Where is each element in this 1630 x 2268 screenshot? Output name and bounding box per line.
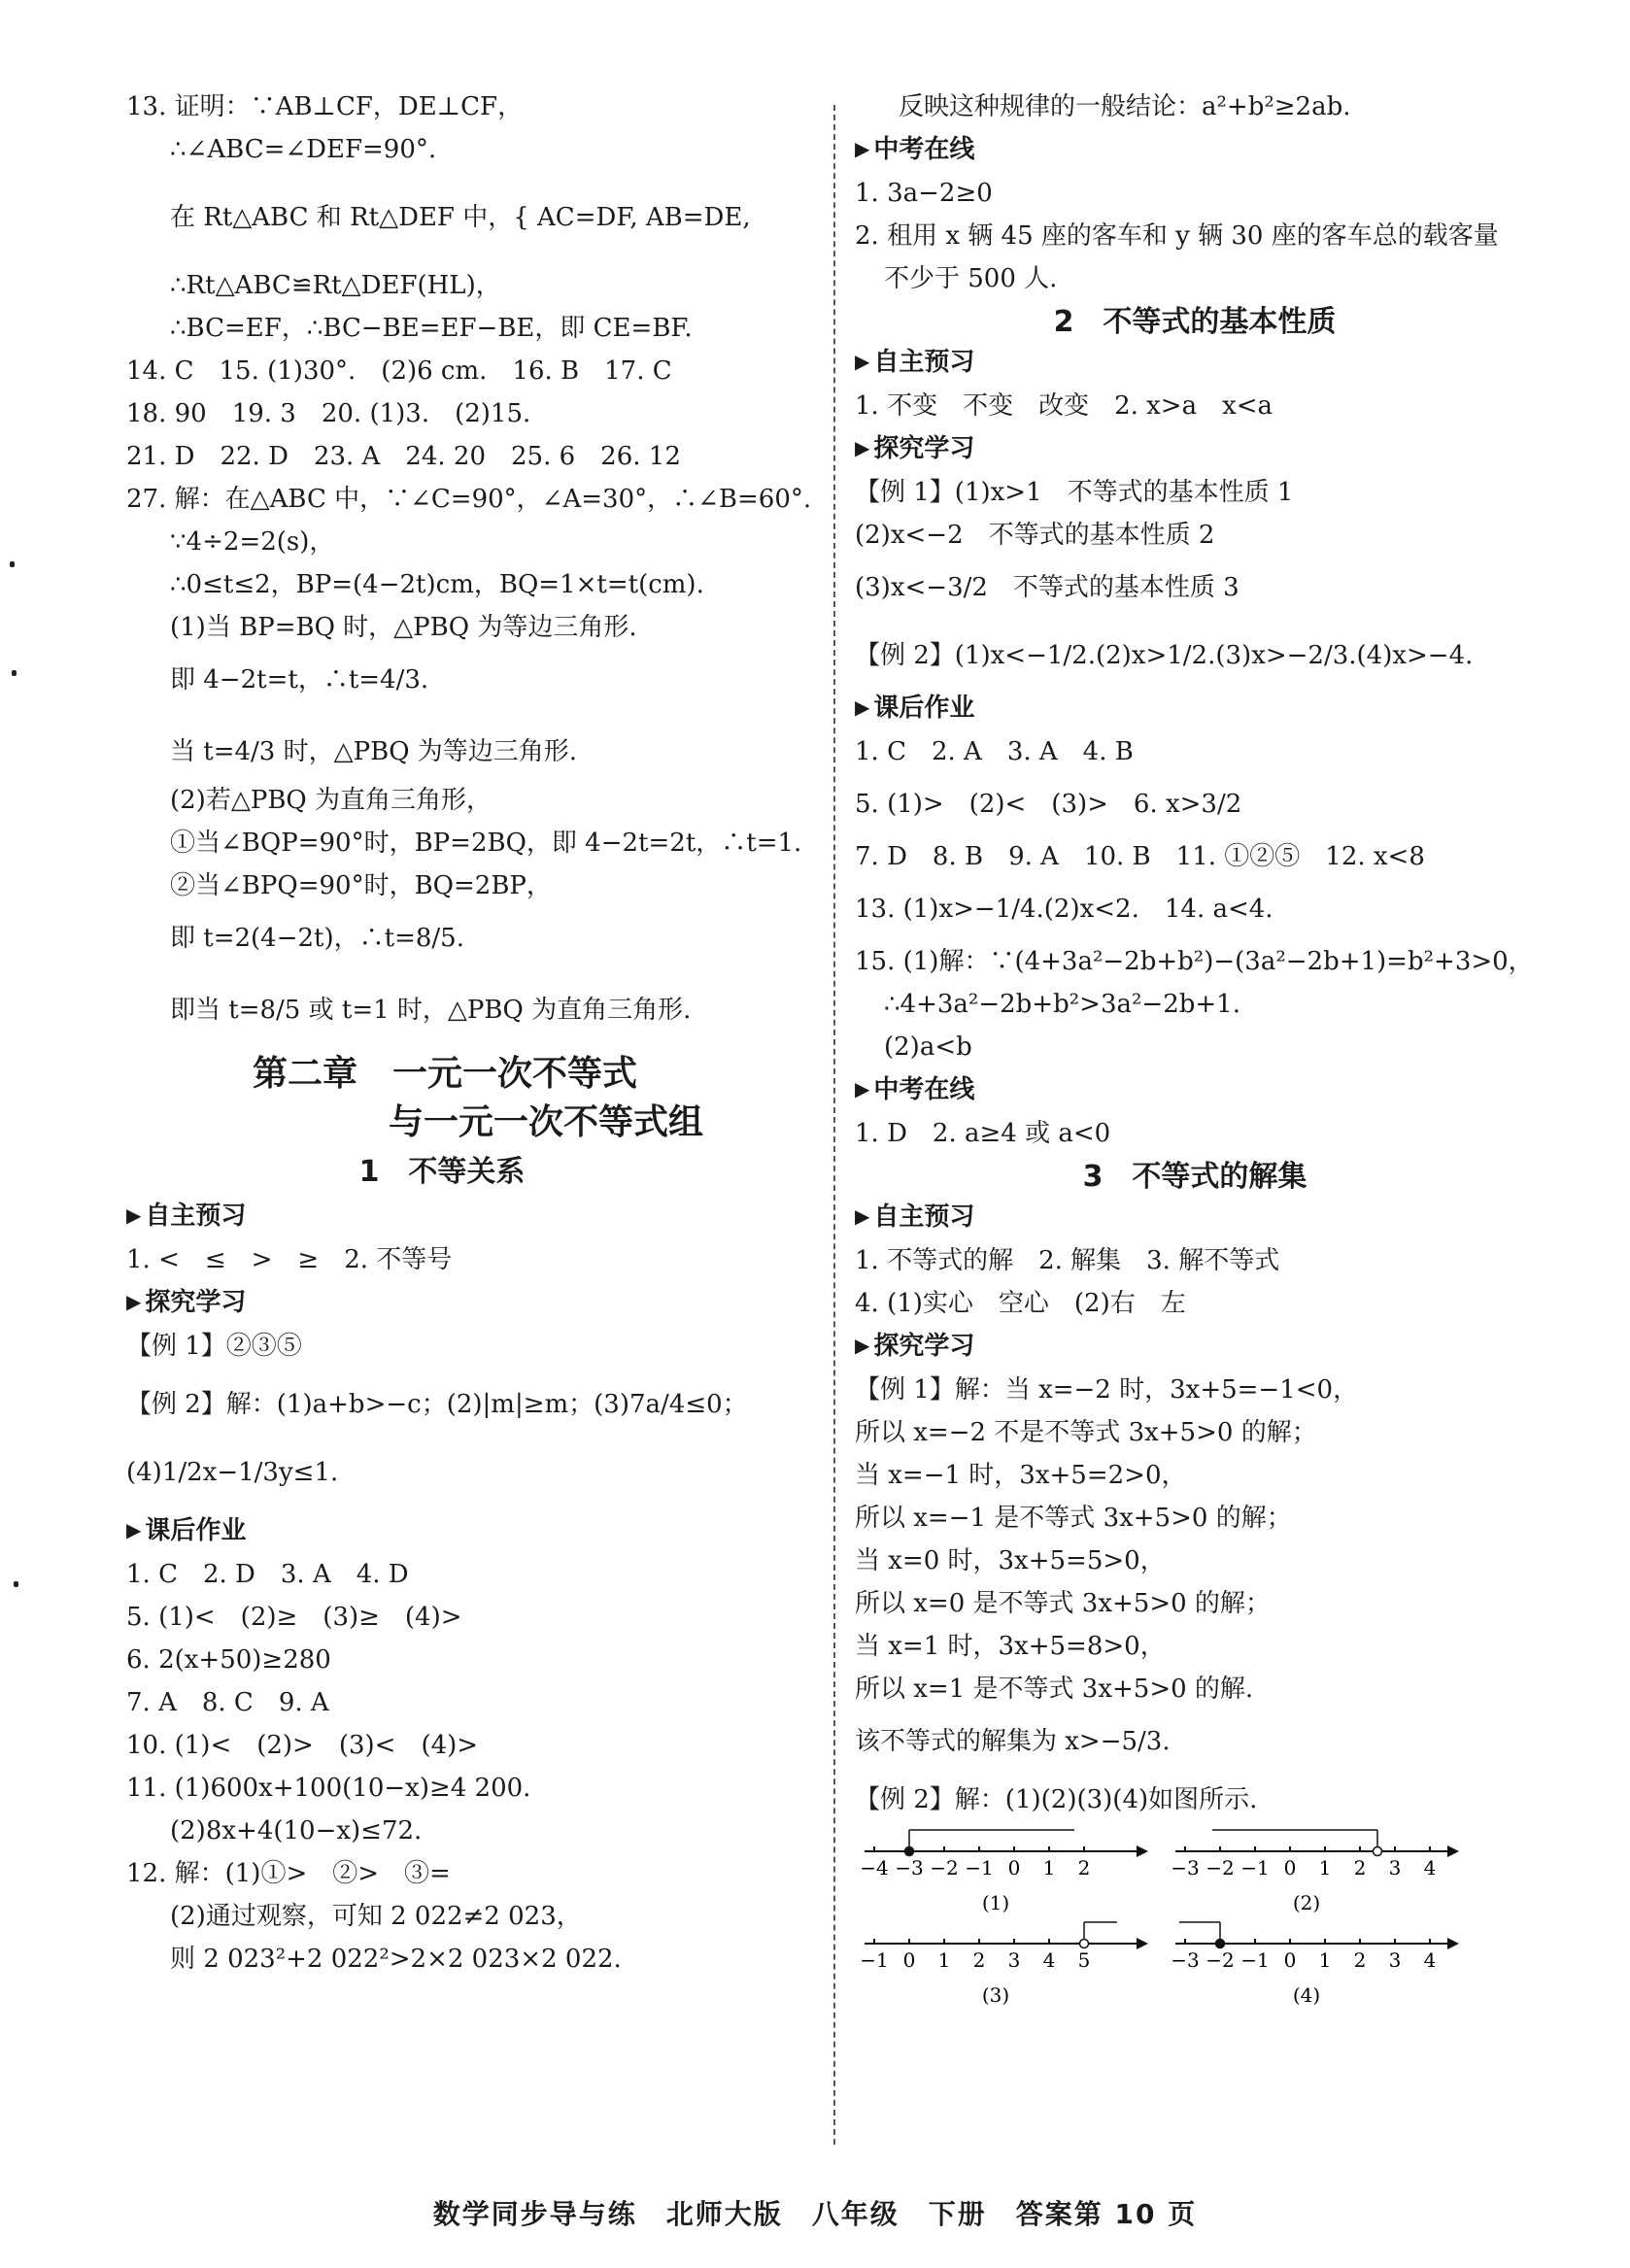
answer-line: (4)1/2x−1/3y≤1. bbox=[126, 1458, 339, 1487]
answer-line: 当 t=4/3 时，△PBQ 为等边三角形. bbox=[170, 737, 578, 766]
chapter-title-line-1: 第二章 一元一次不等式 bbox=[253, 1054, 638, 1094]
answer-line: 该不等式的解集为 x>−5/3. bbox=[855, 1727, 1171, 1756]
tick-label: 0 bbox=[1283, 1856, 1297, 1879]
tick-label: −2 bbox=[1206, 1856, 1235, 1879]
tick-label: −2 bbox=[1206, 1948, 1235, 1972]
answer-line: 2. 租用 x 辆 45 座的客车和 y 辆 30 座的客车总的载客量 bbox=[855, 221, 1499, 251]
axis-arrow-icon bbox=[1137, 1845, 1148, 1857]
answer-line: 不少于 500 人. bbox=[884, 264, 1058, 293]
figure-caption: (2) bbox=[1292, 1891, 1321, 1914]
answer-line: (2)x<−2 不等式的基本性质 2 bbox=[855, 521, 1215, 550]
answer-line: 在 Rt△ABC 和 Rt△DEF 中，{ AC=DF, AB=DE, bbox=[170, 203, 751, 232]
tick-label: 5 bbox=[1077, 1948, 1091, 1972]
answer-line: (2)a<b bbox=[884, 1032, 972, 1062]
tick-label: −1 bbox=[1240, 1856, 1270, 1879]
number-line-4 bbox=[1166, 1916, 1477, 2009]
tick-label: −1 bbox=[860, 1948, 889, 1972]
answer-line: 11. (1)600x+100(10−x)≥4 200. bbox=[126, 1774, 531, 1803]
answer-line: 当 x=−1 时，3x+5=2>0， bbox=[855, 1461, 1187, 1490]
tick-label: 3 bbox=[1388, 1948, 1402, 1972]
open-endpoint bbox=[1374, 1847, 1382, 1856]
answer-line: 5. (1)> (2)< (3)> 6. x>3/2 bbox=[855, 790, 1242, 819]
figure-caption: (3) bbox=[981, 1983, 1010, 2007]
answer-line: 14. C 15. (1)30°. (2)6 cm. 16. B 17. C bbox=[126, 356, 672, 386]
section-heading: ▶ 自主预习 bbox=[126, 1202, 826, 1232]
chapter-title-line-2: 与一元一次不等式组 bbox=[389, 1102, 704, 1142]
section-heading: ▶ 探究学习 bbox=[855, 434, 1535, 464]
open-endpoint bbox=[1080, 1940, 1089, 1948]
figure-caption: (4) bbox=[1292, 1983, 1321, 2007]
number-line-2 bbox=[1166, 1824, 1477, 1916]
closed-endpoint bbox=[905, 1847, 914, 1856]
answer-line: 【例 2】解：(1)(2)(3)(4)如图所示. bbox=[855, 1785, 1258, 1814]
tick-label: 0 bbox=[1007, 1856, 1021, 1879]
section-2-answers bbox=[855, 348, 1535, 1148]
section-heading: ▶ 自主预习 bbox=[855, 348, 1535, 378]
section-heading: ▶ 课后作业 bbox=[855, 694, 1535, 724]
tick-label: 2 bbox=[1353, 1948, 1367, 1972]
section-1-answers bbox=[126, 1202, 826, 1974]
section-heading: ▶ 自主预习 bbox=[855, 1202, 1535, 1233]
tick-label: 1 bbox=[1042, 1856, 1056, 1879]
answer-line: 5. (1)< (2)≥ (3)≥ (4)> bbox=[126, 1603, 462, 1632]
tick-label: −2 bbox=[930, 1856, 959, 1879]
answer-line: 【例 2】解：(1)a+b>−c；(2)|m|≥m；(3)7a/4≤0； bbox=[126, 1390, 748, 1419]
right-column bbox=[855, 92, 1535, 2007]
answer-line: 所以 x=1 是不等式 3x+5>0 的解. bbox=[855, 1675, 1254, 1704]
section-title-3: 3 不等式的解集 bbox=[1082, 1160, 1307, 1194]
tick-label: 0 bbox=[1283, 1948, 1297, 1972]
answer-line: 15. (1)解：∵(4+3a²−2b+b²)−(3a²−2b+1)=b²+3>0， bbox=[855, 947, 1534, 976]
section-heading: ▶ 中考在线 bbox=[855, 135, 1535, 165]
answer-line: 当 x=0 时，3x+5=5>0， bbox=[855, 1546, 1166, 1575]
section-title-2: 2 不等式的基本性质 bbox=[1053, 305, 1337, 339]
answer-line: 【例 1】(1)x>1 不等式的基本性质 1 bbox=[855, 478, 1294, 507]
tick-label: 4 bbox=[1423, 1948, 1437, 1972]
answer-line: 4. (1)实心 空心 (2)右 左 bbox=[855, 1289, 1186, 1318]
answer-line: ∴Rt△ABC≌Rt△DEF(HL)， bbox=[170, 271, 501, 300]
answer-line: 所以 x=0 是不等式 3x+5>0 的解； bbox=[855, 1589, 1271, 1618]
answer-line: ①当∠BQP=90°时，BP=2BQ，即 4−2t=2t，∴t=1. bbox=[170, 829, 802, 858]
answer-line: 6. 2(x+50)≥280 bbox=[126, 1645, 331, 1675]
answer-line: ∴0≤t≤2，BP=(4−2t)cm，BQ=1×t=t(cm). bbox=[170, 570, 704, 599]
axis-arrow-icon bbox=[1447, 1938, 1459, 1949]
tick-label: −4 bbox=[860, 1856, 889, 1879]
answer-line: 则 2 023²+2 022²>2×2 023×2 022. bbox=[170, 1945, 622, 1974]
answer-line: 1. D 2. a≥4 或 a<0 bbox=[855, 1119, 1111, 1148]
left-answer-block-13-27 bbox=[126, 92, 826, 1025]
answer-line: 13. (1)x>−1/4.(2)x<2. 14. a<4. bbox=[855, 895, 1273, 924]
figure-caption: (1) bbox=[981, 1891, 1010, 1914]
answer-line: 7. D 8. B 9. A 10. B 11. ①②⑤ 12. x<8 bbox=[855, 842, 1425, 871]
tick-label: 1 bbox=[937, 1948, 951, 1972]
scan-mark bbox=[10, 561, 15, 567]
answer-line: ∴4+3a²−2b+b²>3a²−2b+1. bbox=[884, 990, 1240, 1019]
tick-label: 4 bbox=[1423, 1856, 1437, 1879]
answer-line: (2)8x+4(10−x)≤72. bbox=[170, 1816, 423, 1845]
answer-line: ∴BC=EF，∴BC−BE=EF−BE，即 CE=BF. bbox=[170, 314, 693, 343]
answer-line: 【例 2】(1)x<−1/2.(2)x>1/2.(3)x>−2/3.(4)x>−4. bbox=[855, 641, 1474, 670]
section-title-1: 1 不等关系 bbox=[358, 1155, 526, 1189]
tick-label: 3 bbox=[1388, 1856, 1402, 1879]
answer-line: 27. 解：在△ABC 中，∵∠C=90°，∠A=30°，∴∠B=60°. bbox=[126, 485, 812, 514]
answer-line: 【例 1】②③⑤ bbox=[126, 1332, 302, 1361]
answer-line: 当 x=1 时，3x+5=8>0， bbox=[855, 1632, 1166, 1661]
answer-line: 1. < ≤ > ≥ 2. 不等号 bbox=[126, 1245, 453, 1274]
tick-label: −1 bbox=[1240, 1948, 1270, 1972]
answer-line: 7. A 8. C 9. A bbox=[126, 1688, 329, 1717]
answer-line: 所以 x=−1 是不等式 3x+5>0 的解； bbox=[855, 1504, 1292, 1533]
answer-line: 即 4−2t=t，∴t=4/3. bbox=[170, 665, 429, 694]
answer-line: (2)通过观察，可知 2 022≠2 023， bbox=[170, 1902, 582, 1931]
section-3-answers bbox=[855, 1202, 1535, 1814]
tick-label: 4 bbox=[1042, 1948, 1056, 1972]
right-answer-block-top bbox=[855, 92, 1535, 293]
answer-line: 1. 不等式的解 2. 解集 3. 解不等式 bbox=[855, 1246, 1280, 1275]
tick-label: 1 bbox=[1318, 1856, 1332, 1879]
number-line-figures bbox=[855, 1824, 1496, 2007]
section-heading: ▶ 探究学习 bbox=[855, 1332, 1535, 1362]
closed-endpoint bbox=[1216, 1940, 1225, 1948]
section-heading: ▶ 探究学习 bbox=[126, 1288, 826, 1318]
section-heading: ▶ 中考在线 bbox=[855, 1075, 1535, 1105]
tick-label: 3 bbox=[1007, 1948, 1021, 1972]
section-heading: ▶ 课后作业 bbox=[126, 1516, 826, 1546]
answer-line: ∵4÷2=2(s)， bbox=[170, 527, 335, 557]
answer-line: 13. 证明：∵AB⊥CF，DE⊥CF， bbox=[126, 92, 524, 121]
page-footer: 数学同步导与练 北师大版 八年级 下册 答案第 10 页 bbox=[432, 2198, 1198, 2230]
answer-line: 所以 x=−2 不是不等式 3x+5>0 的解； bbox=[855, 1418, 1317, 1447]
answer-line: 21. D 22. D 23. A 24. 20 25. 6 26. 12 bbox=[126, 442, 681, 471]
answer-line: 10. (1)< (2)> (3)< (4)> bbox=[126, 1731, 479, 1760]
answer-line: 12. 解：(1)①> ②> ③= bbox=[126, 1859, 451, 1888]
tick-label: −3 bbox=[895, 1856, 924, 1879]
tick-label: −3 bbox=[1171, 1856, 1200, 1879]
answer-line: ∴∠ABC=∠DEF=90°. bbox=[170, 135, 437, 164]
answer-line: (3)x<−3/2 不等式的基本性质 3 bbox=[855, 573, 1239, 602]
answer-line: 18. 90 19. 3 20. (1)3. (2)15. bbox=[126, 399, 531, 428]
answer-line: 即当 t=8/5 或 t=1 时，△PBQ 为直角三角形. bbox=[170, 996, 692, 1025]
tick-label: 0 bbox=[902, 1948, 916, 1972]
tick-label: −3 bbox=[1171, 1948, 1200, 1972]
tick-label: 2 bbox=[972, 1948, 986, 1972]
answer-line: (1)当 BP=BQ 时，△PBQ 为等边三角形. bbox=[170, 613, 637, 642]
scan-mark bbox=[14, 1581, 18, 1587]
answer-line: 1. C 2. A 3. A 4. B bbox=[855, 737, 1134, 766]
number-line-3 bbox=[855, 1916, 1166, 2009]
answer-line: 【例 1】解：当 x=−2 时，3x+5=−1<0， bbox=[855, 1375, 1359, 1405]
number-line-1 bbox=[855, 1824, 1166, 1916]
scan-mark bbox=[12, 670, 17, 676]
answer-line: 即 t=2(4−2t)，∴t=8/5. bbox=[170, 924, 464, 953]
axis-arrow-icon bbox=[1447, 1845, 1459, 1857]
tick-label: 2 bbox=[1077, 1856, 1091, 1879]
answer-line: 1. 3a−2≥0 bbox=[855, 179, 993, 208]
tick-label: 1 bbox=[1318, 1948, 1332, 1972]
answer-line: 1. 不变 不变 改变 2. x>a x<a bbox=[855, 391, 1273, 421]
tick-label: 2 bbox=[1353, 1856, 1367, 1879]
answer-line: 反映这种规律的一般结论：a²+b²≥2ab. bbox=[899, 92, 1351, 121]
tick-label: −1 bbox=[965, 1856, 994, 1879]
answer-line: ②当∠BPQ=90°时，BQ=2BP， bbox=[170, 871, 552, 900]
answer-line: (2)若△PBQ 为直角三角形， bbox=[170, 786, 492, 815]
left-column bbox=[126, 92, 826, 1974]
axis-arrow-icon bbox=[1137, 1938, 1148, 1949]
answer-line: 1. C 2. D 3. A 4. D bbox=[126, 1560, 409, 1589]
column-divider bbox=[833, 105, 835, 2145]
